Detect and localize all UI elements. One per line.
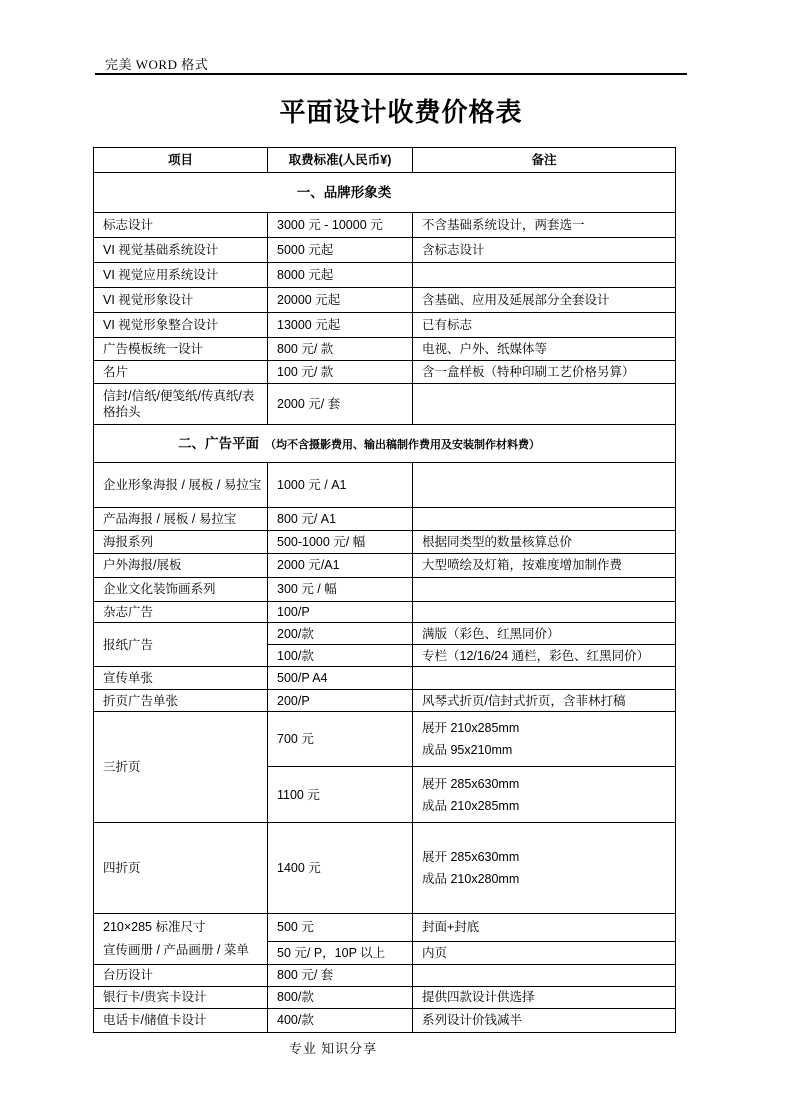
- note-cell: [413, 384, 676, 425]
- table-row: [94, 986, 676, 1008]
- note-cell: [413, 823, 676, 914]
- table-row: [94, 508, 676, 531]
- fee-cell: 500 元: [268, 914, 413, 942]
- fee-cell: 400/款: [268, 1008, 413, 1032]
- table-row: [94, 384, 676, 425]
- note-cell: 已有标志: [413, 313, 676, 338]
- item-cell: 广告模板统一设计: [94, 338, 268, 361]
- note-cell: [413, 667, 676, 690]
- table-row: [94, 554, 676, 578]
- fee-cell: 800 元/ 款: [268, 338, 413, 361]
- item-cell: 台历设计: [94, 965, 268, 986]
- fee-cell: 13000 元起: [268, 313, 413, 338]
- price-table: [93, 147, 676, 1033]
- item-cell: VI 视觉应用系统设计: [94, 263, 268, 288]
- col-header-note: 备注: [413, 148, 676, 173]
- item-cell: VI 视觉形象设计: [94, 288, 268, 313]
- note-cell: [413, 263, 676, 288]
- note-cell: 系列设计价钱减半: [413, 1008, 676, 1032]
- table-row: [94, 1008, 676, 1032]
- note-cell: 风琴式折页/信封式折页，含菲林打稿: [413, 690, 676, 712]
- note-line: 成品 210x280mm: [422, 872, 520, 887]
- section-title-cell: [94, 425, 676, 463]
- item-cell: 标志设计: [94, 213, 268, 238]
- section-row-brand-image: [94, 173, 676, 213]
- item-cell: 名片: [94, 361, 268, 384]
- table-row: [94, 578, 676, 602]
- item-cell: 银行卡/贵宾卡设计: [94, 986, 268, 1008]
- table-row: [94, 823, 676, 914]
- table-row: [94, 238, 676, 263]
- col-header-item: 项目: [94, 148, 268, 173]
- note-line: 成品 95x210mm: [422, 743, 513, 758]
- note-cell: [413, 578, 676, 602]
- note-cell: 封面+封底: [413, 914, 676, 942]
- footer-note: 专业 知识分享: [288, 1041, 378, 1056]
- fee-cell: 200/P: [268, 690, 413, 712]
- note-line: 成品 210x285mm: [422, 798, 520, 813]
- note-line: 展开 210x285mm: [422, 721, 520, 736]
- header-note: 完美 WORD 格式: [105, 57, 209, 72]
- item-cell: 杂志广告: [94, 602, 268, 623]
- note-cell: 电视、户外、纸媒体等: [413, 338, 676, 361]
- item-cell: 宣传单张: [94, 667, 268, 690]
- note-cell: [413, 508, 676, 531]
- item-cell: 四折页: [94, 823, 268, 914]
- fee-cell: 1000 元 / A1: [268, 463, 413, 508]
- fee-cell: 300 元 / 幅: [268, 578, 413, 602]
- table-row: [94, 965, 676, 986]
- item-cell: 产品海报 / 展板 / 易拉宝: [94, 508, 268, 531]
- item-cell: 企业形象海报 / 展板 / 易拉宝: [94, 463, 268, 508]
- note-cell: 大型喷绘及灯箱，按难度增加制作费: [413, 554, 676, 578]
- note-cell: 内页: [413, 941, 676, 964]
- col-header-fee: 取费标准(人民币¥): [268, 148, 413, 173]
- fee-cell: 3000 元 - 10000 元: [268, 213, 413, 238]
- table-row: [94, 313, 676, 338]
- note-cell: 满版（彩色、红黑同价）: [413, 623, 676, 645]
- section2-title: 二、广告平面: [178, 435, 259, 451]
- note-cell: [413, 602, 676, 623]
- table-row: [94, 531, 676, 554]
- fee-cell: 800 元/ A1: [268, 508, 413, 531]
- section2-subtitle: （均不含摄影费用、输出稿制作费用及安装制作材料费）: [265, 438, 540, 451]
- fee-cell: 8000 元起: [268, 263, 413, 288]
- item-cell: 企业文化装饰画系列: [94, 578, 268, 602]
- fee-cell: 1100 元: [268, 767, 413, 823]
- table-row: [94, 602, 676, 623]
- item-cell: 三折页: [94, 712, 268, 823]
- fee-cell: 500/P A4: [268, 667, 413, 690]
- item-cell: 户外海报/展板: [94, 554, 268, 578]
- note-cell: 根据同类型的数量核算总价: [413, 531, 676, 554]
- fee-cell: 50 元/ P，10P 以上: [268, 941, 413, 964]
- table-row: [94, 288, 676, 313]
- item-cell: 折页广告单张: [94, 690, 268, 712]
- note-cell: 不含基础系统设计，两套选一: [413, 213, 676, 238]
- note-cell: 含基础、应用及延展部分全套设计: [413, 288, 676, 313]
- note-cell: [413, 767, 676, 823]
- section-title-cell: [94, 173, 676, 213]
- fee-cell: 1400 元: [268, 823, 413, 914]
- item-cell: [94, 914, 268, 965]
- note-line: 展开 285x630mm: [422, 850, 520, 865]
- note-line: 展开 285x630mm: [422, 776, 520, 791]
- section-row-advertising: [94, 425, 676, 463]
- table-row: [94, 712, 676, 767]
- fee-cell: 500-1000 元/ 幅: [268, 531, 413, 554]
- fee-cell: 2000 元/A1: [268, 554, 413, 578]
- fee-cell: 700 元: [268, 712, 413, 767]
- table-row: [94, 914, 676, 942]
- note-cell: 专栏（12/16/24 通栏，彩色、红黑同价）: [413, 645, 676, 667]
- fee-cell: 20000 元起: [268, 288, 413, 313]
- section1-title: 一、品牌形象类: [296, 184, 392, 200]
- table-row: [94, 623, 676, 645]
- fee-cell: 100/款: [268, 645, 413, 667]
- item-cell: VI 视觉形象整合设计: [94, 313, 268, 338]
- note-cell: [413, 965, 676, 986]
- item-cell: 报纸广告: [94, 623, 268, 667]
- item-cell: 海报系列: [94, 531, 268, 554]
- fee-cell: 800 元/ 套: [268, 965, 413, 986]
- note-cell: [413, 712, 676, 767]
- fee-cell: 5000 元起: [268, 238, 413, 263]
- item-cell: 信封/信纸/便笺纸/传真纸/表格抬头: [94, 384, 268, 425]
- item-cell: VI 视觉基础系统设计: [94, 238, 268, 263]
- table-row: [94, 690, 676, 712]
- fee-cell: 2000 元/ 套: [268, 384, 413, 425]
- fee-cell: 100 元/ 款: [268, 361, 413, 384]
- header-rule: [95, 73, 687, 75]
- table-row: [94, 338, 676, 361]
- fee-cell: 100/P: [268, 602, 413, 623]
- note-cell: 提供四款设计供选择: [413, 986, 676, 1008]
- table-row: [94, 463, 676, 508]
- page-title: 平面设计收费价格表: [279, 97, 523, 127]
- table-row: [94, 213, 676, 238]
- note-cell: [413, 463, 676, 508]
- fee-cell: 200/款: [268, 623, 413, 645]
- item-line: 宣传画册 / 产品画册 / 菜单: [103, 943, 249, 958]
- table-header-row: [94, 148, 676, 173]
- note-cell: 含一盒样板（特种印刷工艺价格另算）: [413, 361, 676, 384]
- note-cell: 含标志设计: [413, 238, 676, 263]
- fee-cell: 800/款: [268, 986, 413, 1008]
- table-row: [94, 667, 676, 690]
- item-line: 210×285 标准尺寸: [103, 920, 206, 935]
- table-row: [94, 263, 676, 288]
- table-row: [94, 361, 676, 384]
- item-cell: 电话卡/储值卡设计: [94, 1008, 268, 1032]
